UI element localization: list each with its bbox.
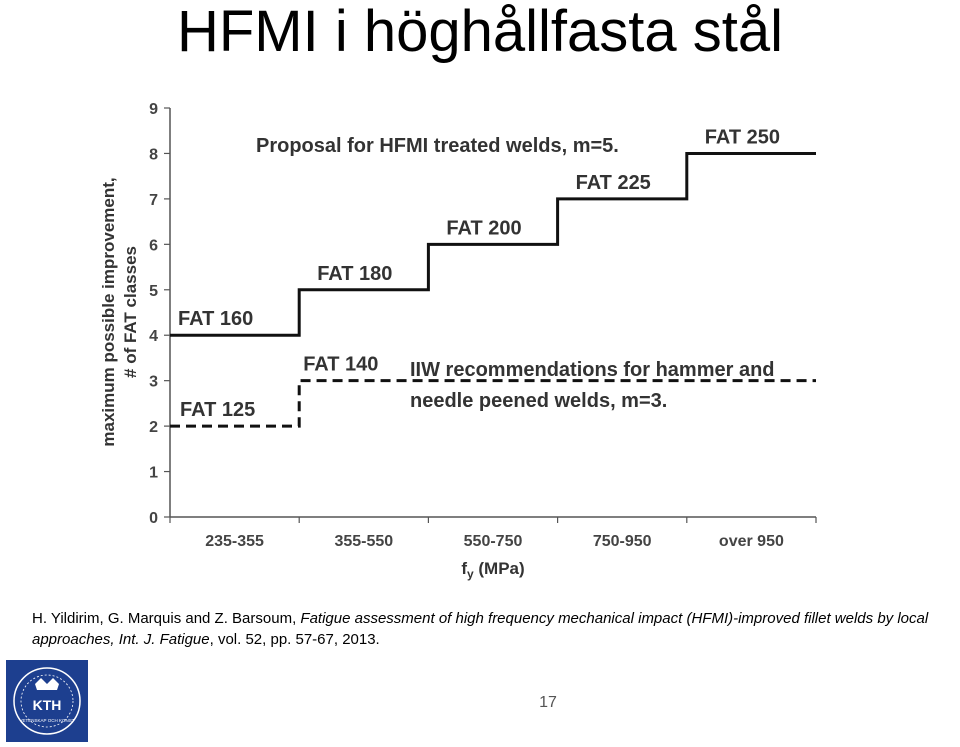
annotation-iiw-line2: needle peened welds, m=3.: [410, 390, 668, 412]
y-axis-label: [99, 177, 140, 446]
page-number: 17: [539, 694, 557, 711]
slide-title: HFMI i höghållfasta stål: [176, 0, 784, 64]
solid-series-label: FAT 160: [178, 308, 254, 331]
y-tick-label: 8: [149, 146, 158, 164]
series-hfmi-solid-line: [170, 153, 816, 335]
dashed-series-label: FAT 140: [303, 353, 379, 376]
solid-series-label: FAT 225: [575, 171, 651, 194]
kth-emblem: [6, 660, 88, 742]
x-axis-label: [461, 559, 524, 581]
annotation-iiw-line1: IIW recommendations for hammer and: [410, 359, 775, 381]
y-tick-label: 9: [149, 101, 158, 118]
x-axis-label-unit: (MPa): [473, 559, 525, 578]
solid-series-label: FAT 180: [317, 262, 393, 285]
x-tick-label: 750-950: [592, 533, 652, 550]
dashed-series-label: FAT 125: [180, 399, 256, 422]
logo-subtext: VETENSKAP OCH KONST: [19, 718, 75, 723]
citation-authors: H. Yildirim, G. Marquis and Z. Barsoum,: [32, 610, 301, 627]
y-tick-label: 2: [149, 419, 158, 437]
x-tick-label: 550-750: [463, 533, 523, 550]
logo-text: KTH: [32, 697, 62, 713]
y-tick-label: 6: [149, 237, 158, 255]
y-tick-label: 3: [149, 373, 158, 391]
x-axis-label-sub: y: [466, 567, 474, 581]
y-axis-label-line2: # of FAT classes: [121, 246, 140, 378]
citation: [32, 608, 952, 650]
kth-logo: [6, 660, 88, 742]
x-axis-label-main: f: [461, 559, 467, 578]
x-tick-label: 235-355: [205, 533, 264, 550]
y-tick-label: 4: [149, 328, 158, 346]
series-group: [170, 153, 816, 426]
x-tick-label: over 950: [718, 533, 784, 550]
x-ticks: [170, 517, 816, 550]
citation-title: Fatigue assessment of high frequency mechanical impact (HFMI)-improved fillet welds by local approaches, Int. J. Fatigue: [32, 610, 929, 648]
citation-rest: , vol. 52, pp. 57-67, 2013.: [209, 631, 380, 648]
y-tick-label: 7: [149, 191, 158, 209]
solid-series-label: FAT 250: [704, 126, 781, 149]
y-tick-label: 5: [149, 282, 158, 300]
x-tick-label: 355-550: [334, 533, 394, 550]
y-ticks: [149, 101, 170, 527]
solid-series-label: FAT 200: [446, 217, 522, 240]
y-tick-label: 1: [149, 464, 158, 482]
annotation-proposal: Proposal for HFMI treated welds, m=5.: [256, 135, 619, 157]
y-axis-label-line1: maximum possible improvement,: [99, 177, 118, 447]
chart-axes: [170, 108, 816, 517]
y-tick-label: 0: [149, 510, 158, 527]
